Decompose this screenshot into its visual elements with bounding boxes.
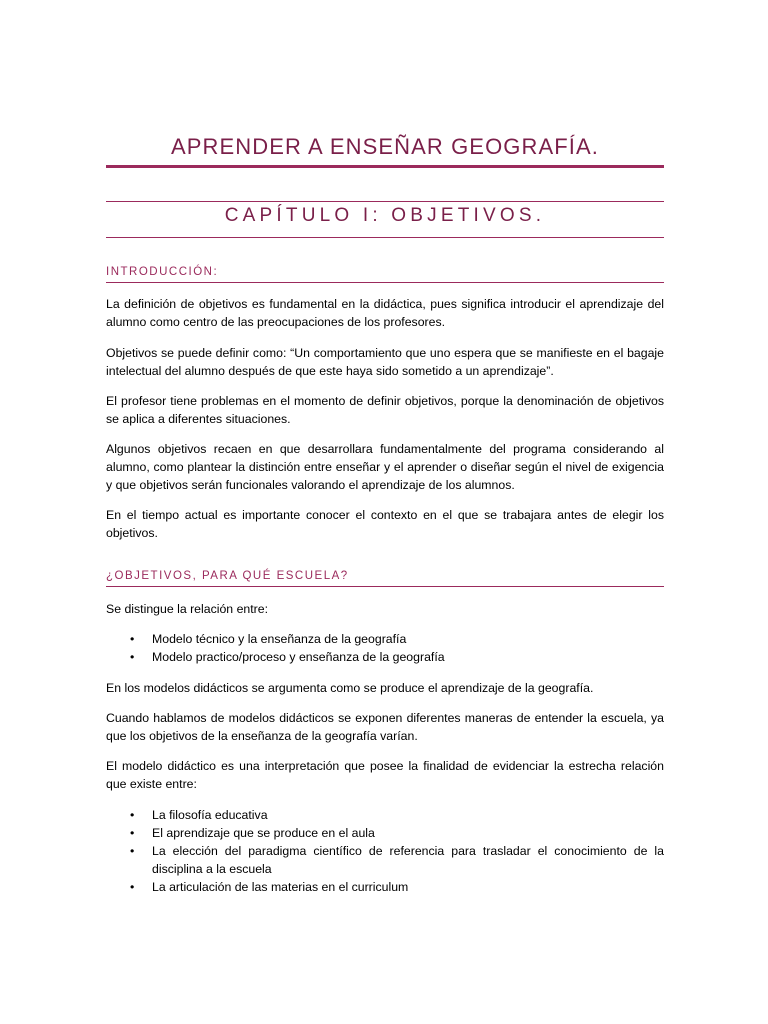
list-item: • Modelo practico/proceso y enseñanza de la geografía bbox=[130, 650, 445, 664]
bullet-icon: • bbox=[130, 808, 135, 822]
list-item: • El aprendizaje que se produce en el aula bbox=[130, 826, 375, 840]
paragraph: Se distingue la relación entre: bbox=[106, 602, 269, 616]
section-heading-objetivos-escuela: ¿OBJETIVOS, PARA QUÉ ESCUELA? bbox=[106, 568, 664, 587]
paragraph: Cuando hablamos de modelos didácticos se exponen diferentes maneras de entender la escuela, ya que los objetivos de la enseñanza de la geografía varían. bbox=[106, 711, 664, 743]
paragraph: En los modelos didácticos se argumenta como se produce el aprendizaje de la geografía. bbox=[106, 681, 594, 695]
paragraph: En el tiempo actual es importante conocer el contexto en el que se trabajara antes de elegir los objetivos. bbox=[106, 508, 664, 540]
list-item: • Modelo técnico y la enseñanza de la geografía bbox=[130, 632, 407, 646]
bullet-icon: • bbox=[130, 632, 135, 646]
bullet-icon: • bbox=[130, 650, 135, 664]
paragraph: Objetivos se puede definir como: “Un comportamiento que uno espera que se manifieste en el bagaje intelectual del alumno después de que este haya sido sometido a un aprendizaje”. bbox=[106, 346, 664, 378]
bullet-icon: • bbox=[130, 826, 135, 840]
document-title: APRENDER A ENSEÑAR GEOGRAFÍA. bbox=[171, 134, 599, 159]
section-heading-introduccion: INTRODUCCIÓN: bbox=[106, 264, 664, 283]
list-item: • La filosofía educativa bbox=[130, 808, 268, 822]
bullet-list-relacion bbox=[106, 806, 664, 896]
list-item: • La elección del paradigma científico de referencia para trasladar el conocimiento de la disciplina a la escuela bbox=[130, 844, 664, 876]
bullet-icon: • bbox=[130, 880, 135, 894]
chapter-rule-bottom bbox=[106, 237, 664, 238]
paragraph: El profesor tiene problemas en el momento de definir objetivos, porque la denominación de objetivos se aplica a diferentes situaciones. bbox=[106, 394, 664, 426]
title-rule bbox=[106, 165, 664, 168]
paragraph: El modelo didáctico es una interpretación que posee la finalidad de evidenciar la estrecha relación que existe entre: bbox=[106, 759, 664, 791]
chapter-heading: CAPÍTULO I: OBJETIVOS. bbox=[224, 205, 546, 226]
bullet-list-modelos bbox=[106, 630, 664, 666]
list-item: • La articulación de las materias en el curriculum bbox=[130, 880, 409, 894]
chapter-rule-top bbox=[106, 201, 664, 202]
paragraph: Algunos objetivos recaen en que desarrollara fundamentalmente del programa considerando al alumno, como plantear la distinción entre enseñar y el aprender o diseñar según el nivel de exigencia y que objetivos serán funcionales valorando el aprendizaje de los alumnos. bbox=[106, 442, 664, 492]
paragraph: La definición de objetivos es fundamental en la didáctica, pues significa introducir el aprendizaje del alumno como centro de las preocupaciones de los profesores. bbox=[106, 297, 664, 329]
bullet-icon: • bbox=[130, 844, 135, 858]
